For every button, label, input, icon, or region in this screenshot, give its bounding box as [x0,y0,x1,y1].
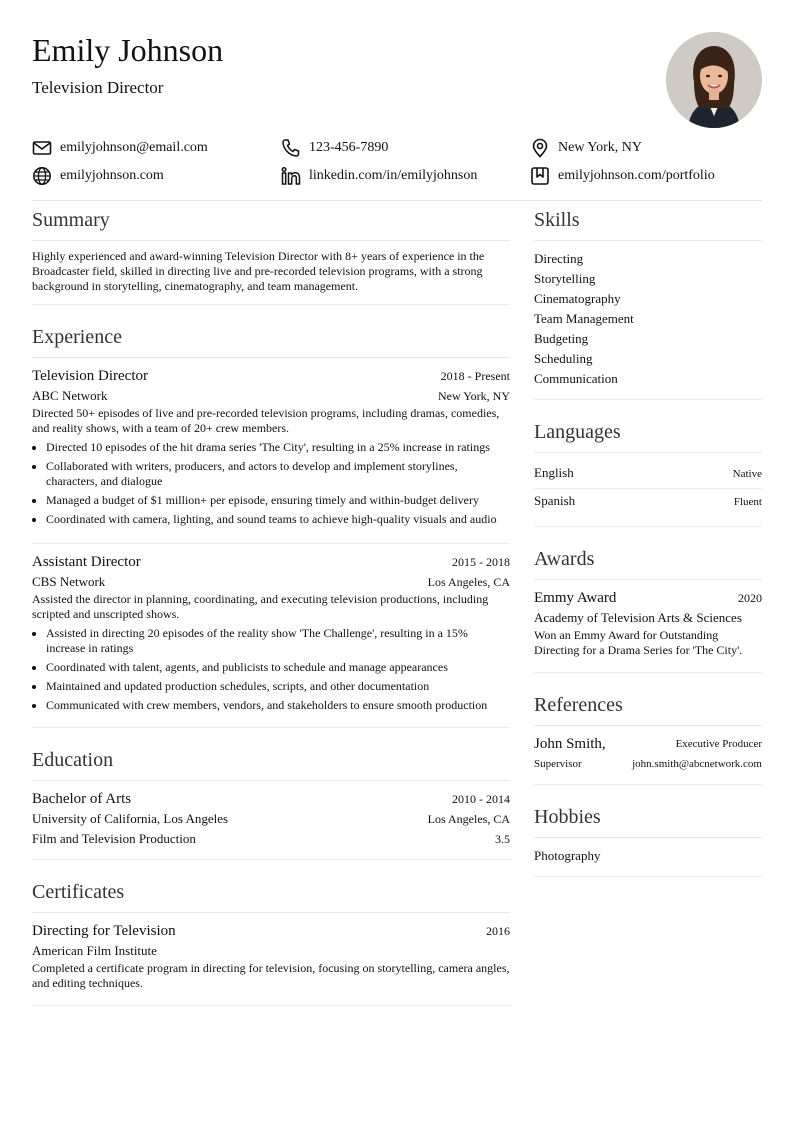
education-section [32,746,510,860]
skill-item: Storytelling [534,271,596,286]
skill-item: Communication [534,371,618,386]
section-heading: References [534,691,762,726]
references-section [534,691,762,785]
job-title: Television Director [32,368,148,384]
hobbies-section [534,803,762,877]
award-title: Emmy Award [534,590,617,606]
website-text[interactable]: emilyjohnson.com [60,168,164,183]
award-issuer: Academy of Television Arts & Sciences [534,610,742,625]
degree-name: Bachelor of Arts [32,791,132,807]
certificate-issuer: American Film Institute [32,943,157,958]
achievement-item: • Assisted in directing 20 episodes of the reality show 'The Challenge', resulting in a 15% increase in ratings [46,626,510,656]
company-name: CBS Network [32,574,106,589]
job-description: Directed 50+ episodes of live and pre-recorded television programs, including dramas, comedies, and reality shows, with a team of 20+ crew members. [32,406,500,435]
reference-role: Executive Producer [675,738,762,750]
skill-item: Budgeting [534,331,589,346]
education-dates: 2010 - 2014 [452,792,510,806]
achievement-item: • Coordinated with talent, agents, and publicists to schedule and manage appearances [46,660,510,675]
experience-entry [32,552,510,713]
award-description: Won an Emmy Award for Outstanding Directing for a Drama Series for 'The City'. [534,628,743,657]
contact-email[interactable] [32,138,281,158]
main-column [32,206,510,1024]
candidate-title: Television Director [32,78,164,97]
section-heading: Summary [32,206,510,241]
side-column [534,206,762,895]
bookmark-icon [530,166,550,186]
phone-icon [281,138,301,158]
candidate-name: Emily Johnson [32,32,224,68]
company-name: ABC Network [32,388,108,403]
certificate-year: 2016 [486,924,510,938]
reference-relation: Supervisor [534,758,582,770]
school-location: Los Angeles, CA [427,812,510,826]
contact-linkedin[interactable] [281,166,530,186]
certificate-title: Directing for Television [32,923,176,939]
linkedin-icon [281,166,301,186]
achievement-item: • Managed a budget of $1 million+ per episode, ensuring timely and within-budget delivery [46,493,510,508]
reference-name: John Smith, [534,736,606,752]
contact-location [530,138,762,158]
location-text: New York, NY [558,140,643,155]
achievement-item: • Maintained and updated production schedules, scripts, and other documentation [46,679,510,694]
award-year: 2020 [738,591,762,605]
job-description: Assisted the director in planning, coordinating, and executing television productions, including scripted and unscripted shows. [32,592,489,621]
contact-phone[interactable] [281,138,530,158]
language-level: Fluent [733,496,762,508]
language-row [534,489,762,516]
summary-text: Highly experienced and award-winning Television Director with 8+ years of experience in the Broadcaster field, skilled in directing live and pre-recorded television programs, with a strong background in storytelling, cinematography, and team management. [32,249,485,293]
section-heading: Hobbies [534,803,762,838]
header-divider [32,200,762,201]
languages-section [534,418,762,527]
skill-item: Directing [534,251,584,266]
phone-text[interactable]: 123-456-7890 [309,140,389,155]
skills-list [534,249,762,389]
language-name: English [534,465,574,480]
achievement-list [32,440,510,527]
certificates-section [32,878,510,1006]
skills-section [534,206,762,400]
portfolio-text[interactable]: emilyjohnson.com/portfolio [558,168,715,183]
language-name: Spanish [534,493,576,508]
job-title: Assistant Director [32,554,141,570]
summary-section [32,206,510,305]
reference-email[interactable]: john.smith@abcnetwork.com [632,758,762,770]
skill-item: Scheduling [534,351,593,366]
envelope-icon [32,138,52,158]
skill-item: Team Management [534,311,634,326]
achievement-item: • Coordinated with camera, lighting, and sound teams to achieve high-quality visuals and audio [46,512,510,527]
job-location: New York, NY [437,389,510,403]
section-heading: Awards [534,545,762,580]
skill-item: Cinematography [534,291,621,306]
contact-info [32,134,762,190]
achievement-item: • Communicated with crew members, vendors, and stakeholders to ensure smooth production [46,698,510,713]
section-heading: Certificates [32,878,510,913]
experience-section [32,323,510,728]
section-heading: Experience [32,323,510,358]
avatar [666,32,762,128]
contact-website[interactable] [32,166,281,186]
job-dates: 2018 - Present [440,369,510,383]
globe-icon [32,166,52,186]
contact-portfolio[interactable] [530,166,762,186]
certificate-description: Completed a certificate program in directing for television, focusing on storytelling, camera angles, and editing techniques. [32,961,510,990]
gpa: 3.5 [495,832,510,846]
section-heading: Skills [534,206,762,241]
section-heading: Education [32,746,510,781]
language-row [534,461,762,489]
achievement-item: • Collaborated with writers, producers, and actors to develop and implement storylines, characters, and dialogue [46,459,510,489]
language-level: Native [732,468,762,480]
school-name: University of California, Los Angeles [32,811,229,826]
awards-section [534,545,762,673]
job-dates: 2015 - 2018 [452,555,510,569]
section-heading: Languages [534,418,762,453]
linkedin-text[interactable]: linkedin.com/in/emilyjohnson [309,168,478,183]
job-location: Los Angeles, CA [427,575,510,589]
achievement-item: • Directed 10 episodes of the hit drama series 'The City', resulting in a 25% increase in ratings [46,440,510,455]
achievement-list [32,626,510,713]
email-text[interactable]: emilyjohnson@email.com [60,140,208,155]
map-pin-icon [530,138,550,158]
hobby-item: Photography [534,848,601,863]
field-of-study: Film and Television Production [32,831,196,846]
experience-entry [32,366,510,544]
